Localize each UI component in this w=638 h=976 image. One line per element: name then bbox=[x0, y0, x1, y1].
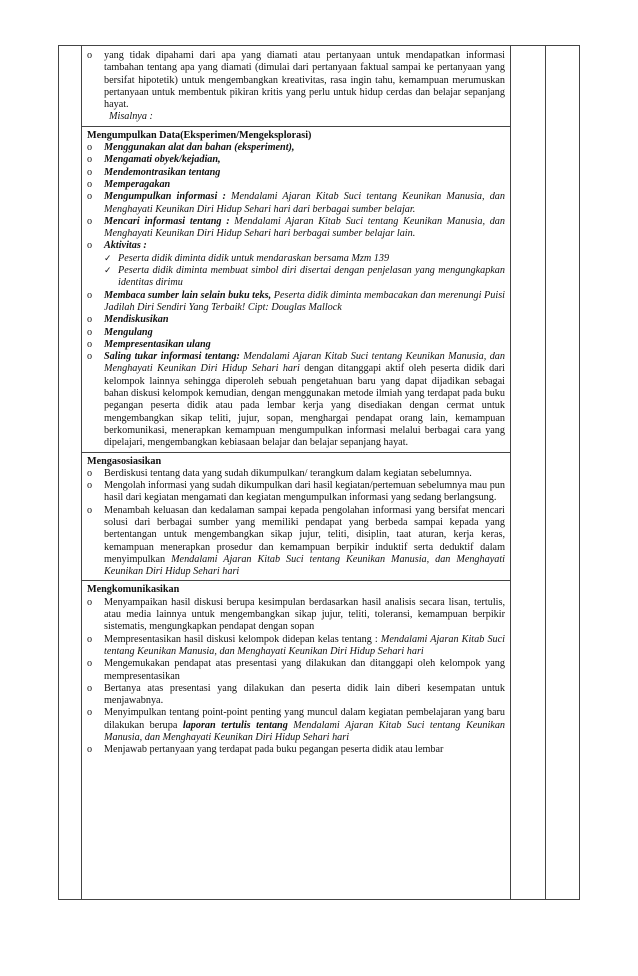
list-item bbox=[87, 505, 505, 579]
item-text: Mengolah informasi yang sudah dikumpulkan dari hasil kegiatan/pertemuan sebelumnya mau pun hasil dari kegiatan mengamati dan kegiatan mengumpulkan informasi yang sedang berlangsung. bbox=[104, 480, 505, 504]
bullet-icon: o bbox=[87, 166, 93, 178]
bullet-icon: o bbox=[87, 351, 93, 363]
list-item bbox=[87, 167, 505, 179]
item-text: Peserta didik diminta didik untuk mendaraskan bersama Mzm 139 bbox=[118, 252, 390, 264]
item-lead: Membaca sumber lain selain buku teks, bbox=[104, 289, 272, 301]
list-item bbox=[87, 339, 505, 351]
item-text bbox=[104, 351, 505, 449]
intro-section bbox=[82, 45, 510, 127]
item-text: Mengulang bbox=[104, 326, 153, 338]
bullet-icon: o bbox=[87, 326, 93, 338]
item-rest: Mendalami Ajaran Kitab Suci tentang Keunikan Manusia, dan Menghayati Keunikan Diri Hidup Sehari hari dari berbagai sumber belajar. bbox=[104, 191, 505, 215]
list-item bbox=[87, 154, 505, 166]
bullet-icon: o bbox=[87, 240, 93, 252]
bullet-icon: o bbox=[87, 314, 93, 326]
item-lead: Saling tukar informasi tentang: bbox=[104, 351, 240, 363]
list-item bbox=[87, 314, 505, 326]
item-text: Mendemontrasikan tentang bbox=[104, 166, 221, 178]
item-text bbox=[104, 216, 505, 241]
bullet-icon: o bbox=[87, 191, 93, 203]
item-rest: Menyimpulkan tentang point-point penting yang muncul dalam kegiatan pembelajaran yang baru dilakukan berupa bbox=[104, 707, 505, 731]
item-text: Mengemukakan pendapat atas presentasi yang dilakukan dan ditanggapi oleh kelompok yang mempresentasikan bbox=[104, 658, 505, 682]
item-text: Menyampaikan hasil diskusi berupa kesimpulan berdasarkan hasil analisis secara lisan, tertulis, atau media lainnya untuk mengembangkan sikap jujur, teliti, toleransi, kemampuan berpikir sistematis, mengungkapkan pendapat dengan sopan bbox=[104, 596, 505, 633]
table-divider-3 bbox=[545, 45, 546, 900]
list-item bbox=[87, 744, 505, 756]
bullet-icon: o bbox=[87, 707, 93, 719]
list-item bbox=[87, 327, 505, 339]
collect-section bbox=[82, 127, 510, 453]
item-text: Peserta didik diminta membuat simbol diri disertai dengan penjelasan yang mengungkapkan identitas dirimu bbox=[118, 265, 505, 289]
item-text: Mengamati obyek/kejadian, bbox=[104, 154, 221, 166]
list-item bbox=[87, 634, 505, 659]
item-bold: laporan tertulis tentang bbox=[182, 719, 288, 731]
communicate-section bbox=[82, 581, 510, 758]
item-text: Mempresentasikan ulang bbox=[104, 338, 211, 350]
bullet-icon: o bbox=[87, 504, 93, 516]
associate-section bbox=[82, 453, 510, 582]
item-text: Berdiskusi tentang data yang sudah dikumpulkan/ terangkum dalam kegiatan sebelumnya. bbox=[104, 467, 472, 479]
bullet-icon: o bbox=[87, 142, 93, 154]
section-heading: Mengumpulkan Data(Eksperimen/Mengeksplorasi) bbox=[87, 129, 312, 141]
item-text bbox=[104, 290, 505, 315]
list-item bbox=[87, 707, 505, 744]
item-rest: Mendalami Ajaran Kitab Suci tentang Keunikan Manusia, dan Menghayati Keunikan Diri Hidup Sehari hari berbagai sumber belajar lain. bbox=[104, 215, 505, 240]
bullet-icon: o bbox=[87, 658, 93, 670]
list-item bbox=[87, 179, 505, 191]
bullet-icon: o bbox=[87, 215, 93, 227]
lesson-table bbox=[58, 45, 580, 900]
bullet-icon: o bbox=[87, 50, 93, 61]
item-text: Mendiskusikan bbox=[104, 314, 169, 326]
item-text: Menjawab pertanyaan yang terdapat pada buku pegangan peserta didik atau lembar bbox=[104, 744, 444, 756]
item-rest: dengan ditanggapi aktif oleh peserta didik dari kelompok lainnya sehingga diperoleh sebuah pengetahuan baru yang dapat dijadikan sebagai bahan diskusi kelompok kemudian, dengan menggunakan metode ilmiah yang terdapat pada buku pegangan peserta didik atau pada lembar kerja yang disediakan dengan cermat untuk mengembangkan sikap teliti, jujur, sopan, menghargai pendapat orang lain, kemampuan berkomunikasi, menerapkan kemampuan mengumpulkan informasi melalui berbagai cara yang dipelajari, mengembangkan kebiasaan belajar dan belajar sepanjang hayat. bbox=[104, 363, 505, 449]
item-text: Aktivitas : bbox=[104, 240, 147, 252]
list-item bbox=[87, 191, 505, 216]
list-item bbox=[87, 290, 505, 315]
activity-cell bbox=[82, 45, 510, 900]
item-text: Memperagakan bbox=[104, 178, 171, 190]
item-text bbox=[104, 505, 505, 579]
item-italic: Mendalami Ajaran Kitab Suci tentang Keunikan Manusia, dan Menghayati Keunikan Diri Hidup Sehari hari bbox=[104, 633, 505, 657]
check-icon: ✓ bbox=[104, 253, 112, 264]
bullet-icon: o bbox=[87, 633, 93, 645]
sub-list-item bbox=[87, 265, 505, 290]
item-lead: Mencari informasi tentang : bbox=[104, 215, 230, 227]
bullet-icon: o bbox=[87, 178, 93, 190]
item-italic: Mendalami Ajaran Kitab Suci tentang Keunikan Manusia, dan Menghayati Keunikan Diri Hidup Sehari hari bbox=[104, 719, 506, 744]
item-text bbox=[104, 634, 505, 659]
list-item bbox=[87, 658, 505, 683]
table-border-right bbox=[579, 45, 580, 900]
item-lead: Mengumpulkan informasi : bbox=[104, 191, 226, 203]
bullet-icon: o bbox=[87, 480, 93, 492]
item-italic: Mendalami Ajaran Kitab Suci tentang Keunikan Manusia, dan Menghayati Keunikan Diri Hidup Sehari hari bbox=[104, 553, 505, 578]
bullet-icon: o bbox=[87, 338, 93, 350]
list-item bbox=[87, 142, 505, 154]
bullet-icon: o bbox=[87, 682, 93, 694]
item-rest: Menambah keluasan dan kedalaman sampai kepada pengolahan informasi yang bersifat mencari solusi dari berbagai sumber yang memiliki pendapat yang berbeda sampai kepada yang bertentangan untuk mengembangkan sikap jujur, teliti, disiplin, taat aturan, kerja keras, kemampuan menerapkan prosedur dan kemampuan berpikir induktif serta deduktif dalam menyimpulkan bbox=[104, 504, 505, 565]
item-italic: Mendalami Ajaran Kitab Suci tentang Keunikan Manusia, dan Menghayati Keunikan Diri Hidup Sehari hari bbox=[104, 351, 505, 375]
example-label: Misalnya : bbox=[109, 111, 153, 123]
item-rest: Mempresentasikan hasil diskusi kelompok didepan kelas tentang : bbox=[104, 633, 381, 645]
table-border-left bbox=[58, 45, 59, 900]
sub-list-item bbox=[87, 253, 505, 265]
list-item bbox=[87, 240, 505, 252]
list-item bbox=[87, 597, 505, 634]
item-rest: Peserta didik diminta membacakan dan merenungi Puisi Jadilah Diri Sendiri Yang Terbaik! Cipt: Douglas Mallock bbox=[104, 289, 505, 313]
item-text bbox=[104, 191, 505, 216]
bullet-icon: o bbox=[87, 467, 93, 479]
list-item bbox=[87, 480, 505, 505]
item-text: Menggunakan alat dan bahan (eksperiment), bbox=[104, 142, 295, 154]
bullet-icon: o bbox=[87, 289, 93, 301]
section-heading: Mengkomunikasikan bbox=[87, 584, 180, 596]
bullet-icon: o bbox=[87, 744, 93, 756]
list-item bbox=[87, 683, 505, 708]
list-item bbox=[87, 50, 505, 111]
list-item bbox=[87, 468, 505, 480]
check-icon: ✓ bbox=[104, 266, 112, 277]
list-item bbox=[87, 216, 505, 241]
item-text bbox=[104, 707, 505, 744]
bullet-icon: o bbox=[87, 596, 93, 608]
bullet-icon: o bbox=[87, 154, 93, 166]
item-text: Bertanya atas presentasi yang dilakukan dan peserta didik lain diberi kesempatan untuk menjawabnya. bbox=[104, 682, 505, 707]
list-item bbox=[87, 351, 505, 449]
table-divider-2 bbox=[510, 45, 511, 900]
section-heading: Mengasosiasikan bbox=[87, 455, 162, 467]
item-text: yang tidak dipahami dari apa yang diamati atau pertanyaan untuk mendapatkan informasi tambahan tentang apa yang diamati (dimulai dari pertanyaan faktual sampai ke pertanyaan yang bersifat hipotetik) untuk mengembangkan kreativitas, rasa ingin tahu, kemampuan merumuskan pertanyaan untuk membentuk pikiran kritis yang perlu untuk hidup cerdas dan belajar sepanjang hayat. bbox=[104, 50, 505, 111]
